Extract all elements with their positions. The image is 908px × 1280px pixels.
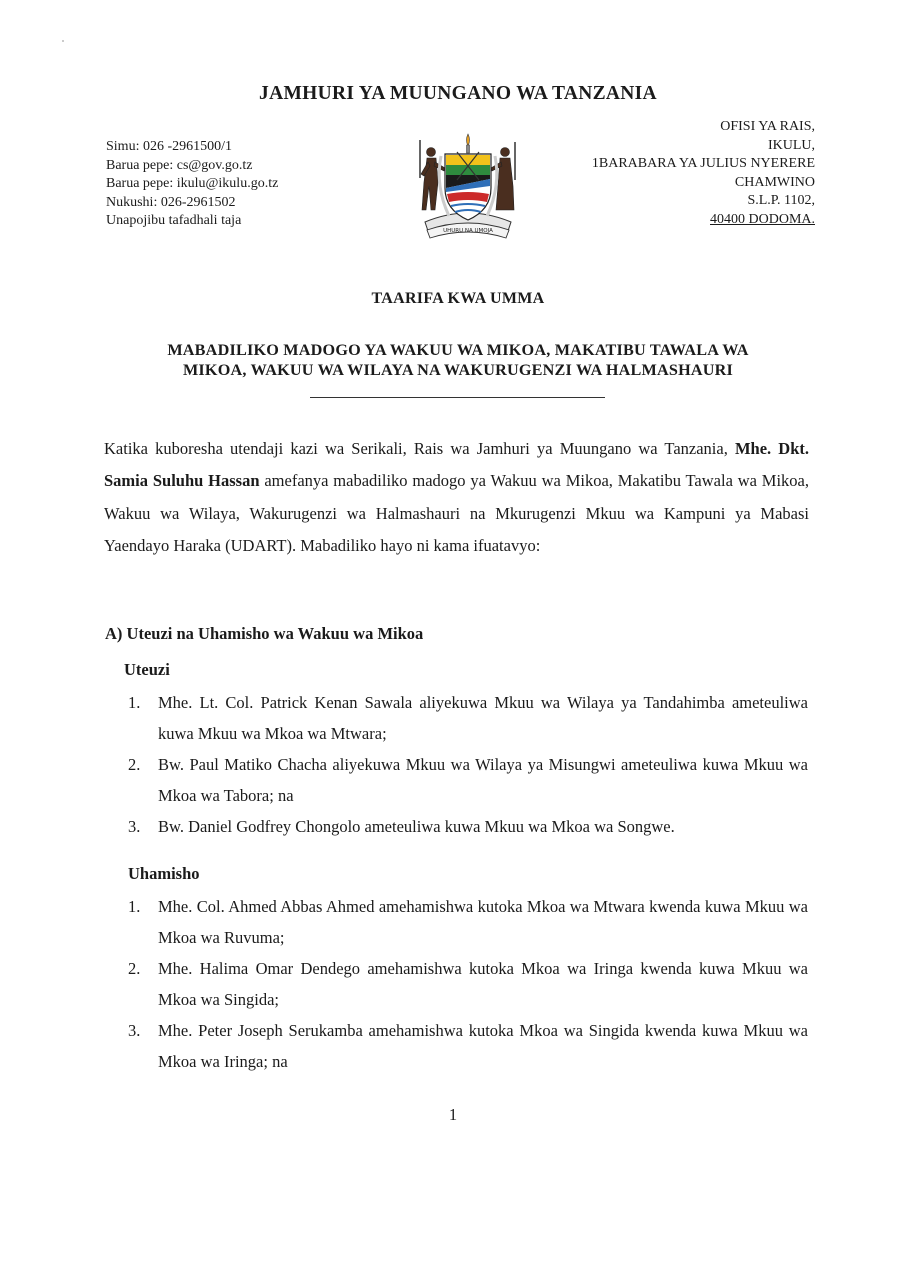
page-number: 1 <box>448 1105 458 1124</box>
address-line: S.L.P. 1102, <box>747 193 815 209</box>
item-number: 2. <box>128 959 141 978</box>
fax-line: Nukushi: 026-2961502 <box>106 194 236 210</box>
uteuzi-heading: Uteuzi <box>124 660 170 679</box>
email-line-2: Barua pepe: ikulu@ikulu.go.tz <box>106 176 279 192</box>
list-item <box>128 749 808 811</box>
item-number: 1. <box>128 897 141 916</box>
address-line: OFISI YA RAIS, <box>720 119 815 134</box>
intro-text-end: amefanya mabadiliko madogo ya Wakuu wa Mikoa, Makatibu Tawala wa Mikoa, Wakuu wa Wilaya, Wakurugenzi wa Halmashauri na Mkurugenzi Mkuu wa Kampuni ya Mabasi Yaendayo Haraka (UDART). Mabadiliko hayo ni kama ifuatavyo: <box>104 471 810 556</box>
address-line: 1BARABARA YA JULIUS NYERERE <box>591 156 815 172</box>
president-name: Mhe. Dkt. Samia Suluhu Hassan <box>104 439 810 491</box>
subject-line-2: MIKOA, WAKUU WA WILAYA NA WAKURUGENZI WA HALMASHAURI <box>182 361 734 379</box>
list-item <box>128 1015 808 1077</box>
reply-note: Unapojibu tafadhali taja <box>106 213 242 229</box>
notice-subject <box>0 340 908 380</box>
item-text: Mhe. Halima Omar Dendego amehamishwa kutoka Mkoa wa Iringa kwenda kuwa Mkuu wa Mkoa wa Singida; <box>158 959 808 1009</box>
list-item <box>128 953 808 1015</box>
item-number: 3. <box>128 817 141 836</box>
item-text: Mhe. Col. Ahmed Abbas Ahmed amehamishwa kutoka Mkoa wa Mtwara kwenda kuwa Mkuu wa Mkoa wa Ruvuma; <box>158 897 808 947</box>
intro-text-start: Katika kuboresha utendaji kazi wa Serikali, Rais wa Jamhuri ya Muungano wa Tanzania, <box>104 439 728 458</box>
item-text: Bw. Paul Matiko Chacha aliyekuwa Mkuu wa Wilaya ya Misungwi ameteuliwa kuwa Mkuu wa Mkoa wa Tabora; na <box>158 755 808 805</box>
list-item <box>128 891 808 953</box>
uhamisho-heading: Uhamisho <box>128 864 200 883</box>
address-line: IKULU, <box>767 137 815 153</box>
coat-of-arms-emblem <box>411 130 525 242</box>
phone-line: Simu: 026 -2961500/1 <box>106 139 233 154</box>
office-address <box>592 118 815 230</box>
subject-line-1: MABADILIKO MADOGO YA WAKUU WA MIKOA, MAKATIBU TAWALA WA <box>167 341 749 359</box>
list-item <box>128 687 808 749</box>
list-item <box>128 811 808 842</box>
uhamisho-list <box>128 891 808 1077</box>
title-divider <box>310 397 605 398</box>
section-a-heading: A) Uteuzi na Uhamisho wa Wakuu wa Mikoa <box>105 624 424 643</box>
item-text: Mhe. Peter Joseph Serukamba amehamishwa kutoka Mkoa wa Singida kwenda kuwa Mkuu wa Mkoa wa Iringa; na <box>158 1021 808 1071</box>
item-number: 2. <box>128 755 141 774</box>
item-text: Mhe. Lt. Col. Patrick Kenan Sawala aliyekuwa Mkuu wa Wilaya ya Tandahimba ameteuliwa kuwa Mkuu wa Mkoa wa Mtwara; <box>158 693 808 743</box>
email-line-1: Barua pepe: cs@gov.go.tz <box>106 157 253 173</box>
uteuzi-list <box>128 687 808 842</box>
notice-title: TAARIFA KWA UMMA <box>371 290 545 307</box>
address-line: 40400 DODOMA. <box>710 211 815 227</box>
contact-details <box>106 138 278 231</box>
item-number: 3. <box>128 1021 141 1040</box>
address-line: CHAMWINO <box>734 174 815 190</box>
item-number: 1. <box>128 693 141 712</box>
item-text: Bw. Daniel Godfrey Chongolo ameteuliwa kuwa Mkuu wa Mkoa wa Songwe. <box>158 817 675 836</box>
scan-speck <box>62 40 64 42</box>
country-heading: JAMHURI YA MUUNGANO WA TANZANIA <box>259 83 657 104</box>
intro-paragraph <box>104 433 809 563</box>
svg-text:UHURU NA UMOJA: UHURU NA UMOJA <box>443 228 493 234</box>
